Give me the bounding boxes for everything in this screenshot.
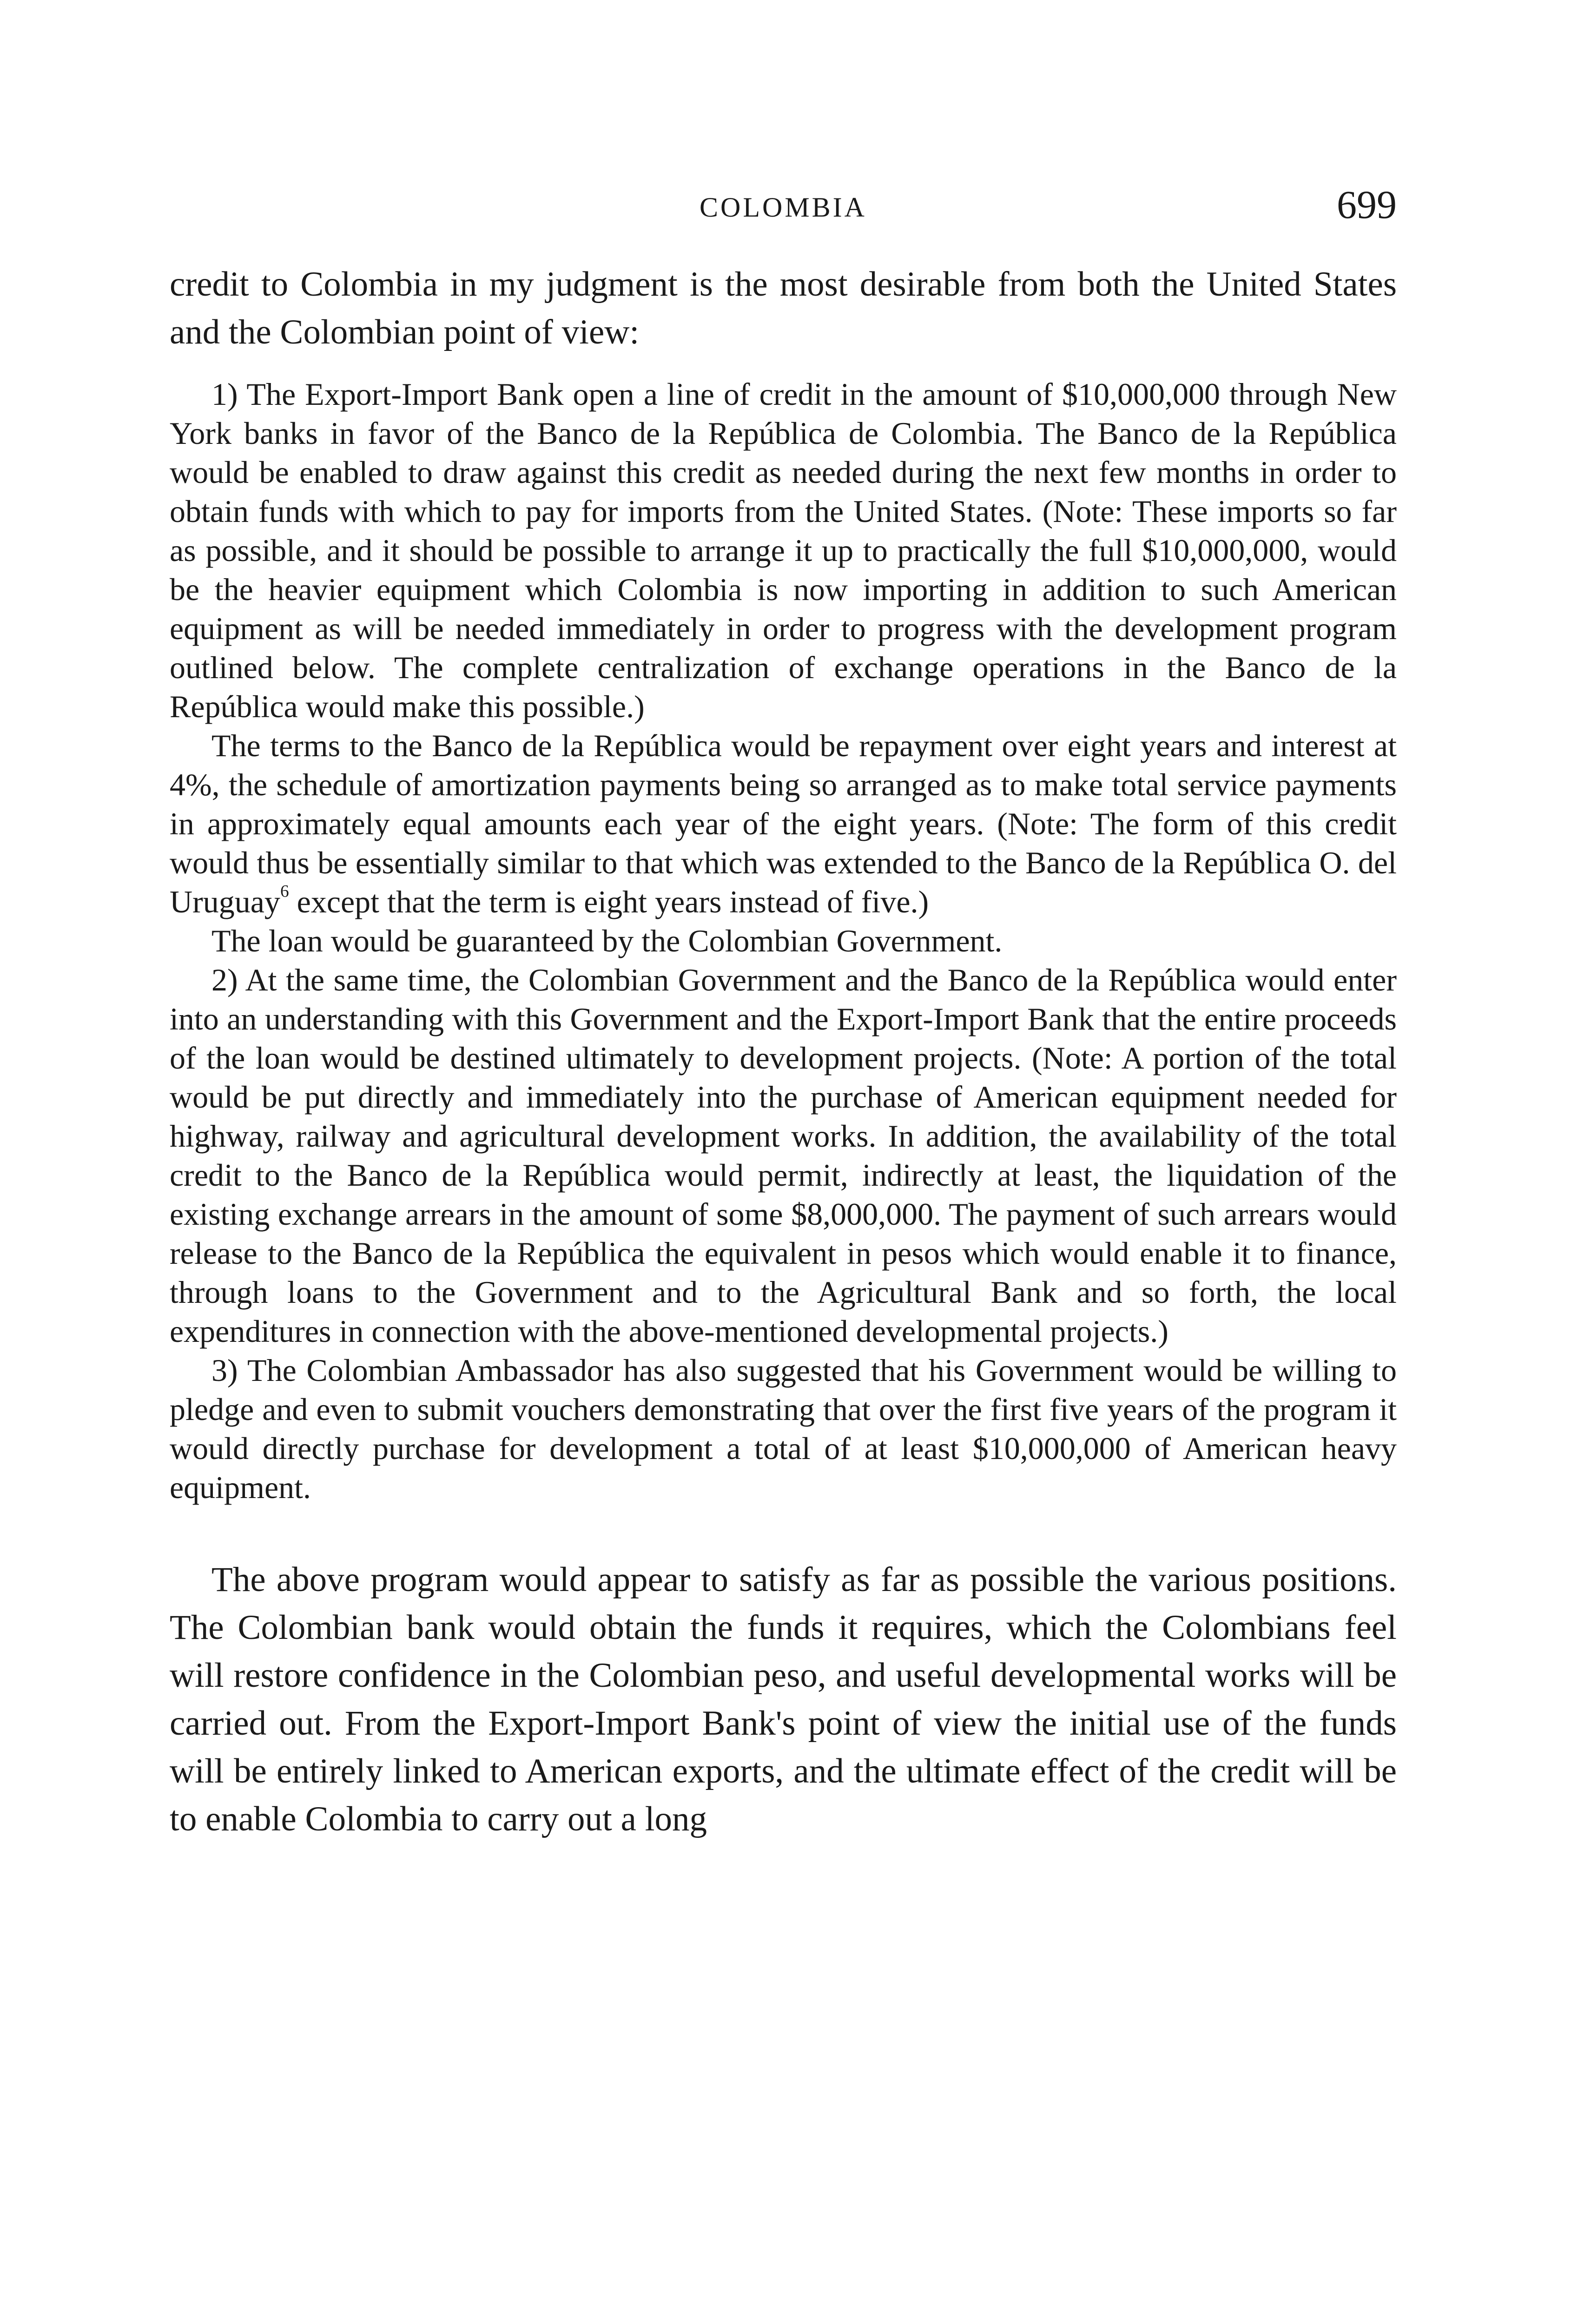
footnote-reference: 6 [280,882,289,901]
paragraph-point-3: 3) The Colombian Ambassador has also suggested that his Government would be willing to pledge and even to submit vouchers demonstrating that over the first five years of the program it would directly purchase for development a total of at least $10,000,000 of American heavy equipment. [170,1353,1397,1505]
paragraph-point-1: 1) The Export-Import Bank open a line of credit in the amount of $10,000,000 through New York banks in favor of the Banco de la República de Colombia. The Banco de la República would be enabled to draw against this credit as needed during the next few months in order to obtain funds with which to pay for imports from the United States. (Note: These imports so far as possible, and it should be possible to arrange it up to practically the full $10,000,000, would be the heavier equipment which Colombia is now importing in addition to such American equipment as will be needed immediately in order to progress with the development program outlined below. The complete centralization of exchange operations in the Banco de la República would make this possible.) [170,376,1397,724]
spacer [170,356,1397,375]
loan-terms-text-end: except that the term is eight years instead of five.) [289,884,929,919]
paragraph-conclusion: The above program would appear to satisfy as far as possible the various positions. The Colombian bank would obtain the funds it requires, which the Colombians feel will restore confidence in the Colombian peso, and useful developmental works will be carried out. From the Export-Import Bank's point of view the initial use of the funds will be entirely linked to American exports, and the ultimate effect of the credit will be to enable Colombia to carry out a long [170,1560,1397,1838]
running-head: COLOMBIA [699,192,867,223]
page-number: 699 [1337,182,1397,227]
document-page [170,0,1397,2324]
loan-terms-text: The terms to the Banco de la República would be repayment over eight years and interest at 4%, the schedule of amortization payments being so arranged as to make total service payments in approximately equal amounts each year of the eight years. (Note: The form of this credit would thus be essentially similar to that which was extended to the Banco de la República O. del Uruguay [170,728,1397,919]
paragraph-loan-terms [170,726,1397,921]
page-header [170,181,1397,237]
page-body [170,260,1397,1843]
paragraph-point-2: 2) At the same time, the Colombian Government and the Banco de la República would enter into an understanding with this Government and the Export-Import Bank that the entire proceeds of the loan would be destined ultimately to development projects. (Note: A portion of the total would be put directly and immediately into the purchase of American equipment needed for highway, railway and agricultural development works. In addition, the availability of the total credit to the Banco de la República would permit, indirectly at least, the liquidation of the existing exchange arrears in the amount of some $8,000,000. The payment of such arrears would release to the Banco de la República the equivalent in pesos which would enable it to finance, through loans to the Government and to the Agricultural Bank and so forth, the local expenditures in connection with the above-mentioned developmental projects.) [170,962,1397,1349]
spacer [170,1507,1397,1556]
paragraph-intro: credit to Colombia in my judgment is the most desirable from both the United States and the Colombian point of view: [170,265,1397,351]
quoted-proposal [170,375,1397,1507]
paragraph-guarantee: The loan would be guaranteed by the Colombian Government. [211,923,1003,958]
